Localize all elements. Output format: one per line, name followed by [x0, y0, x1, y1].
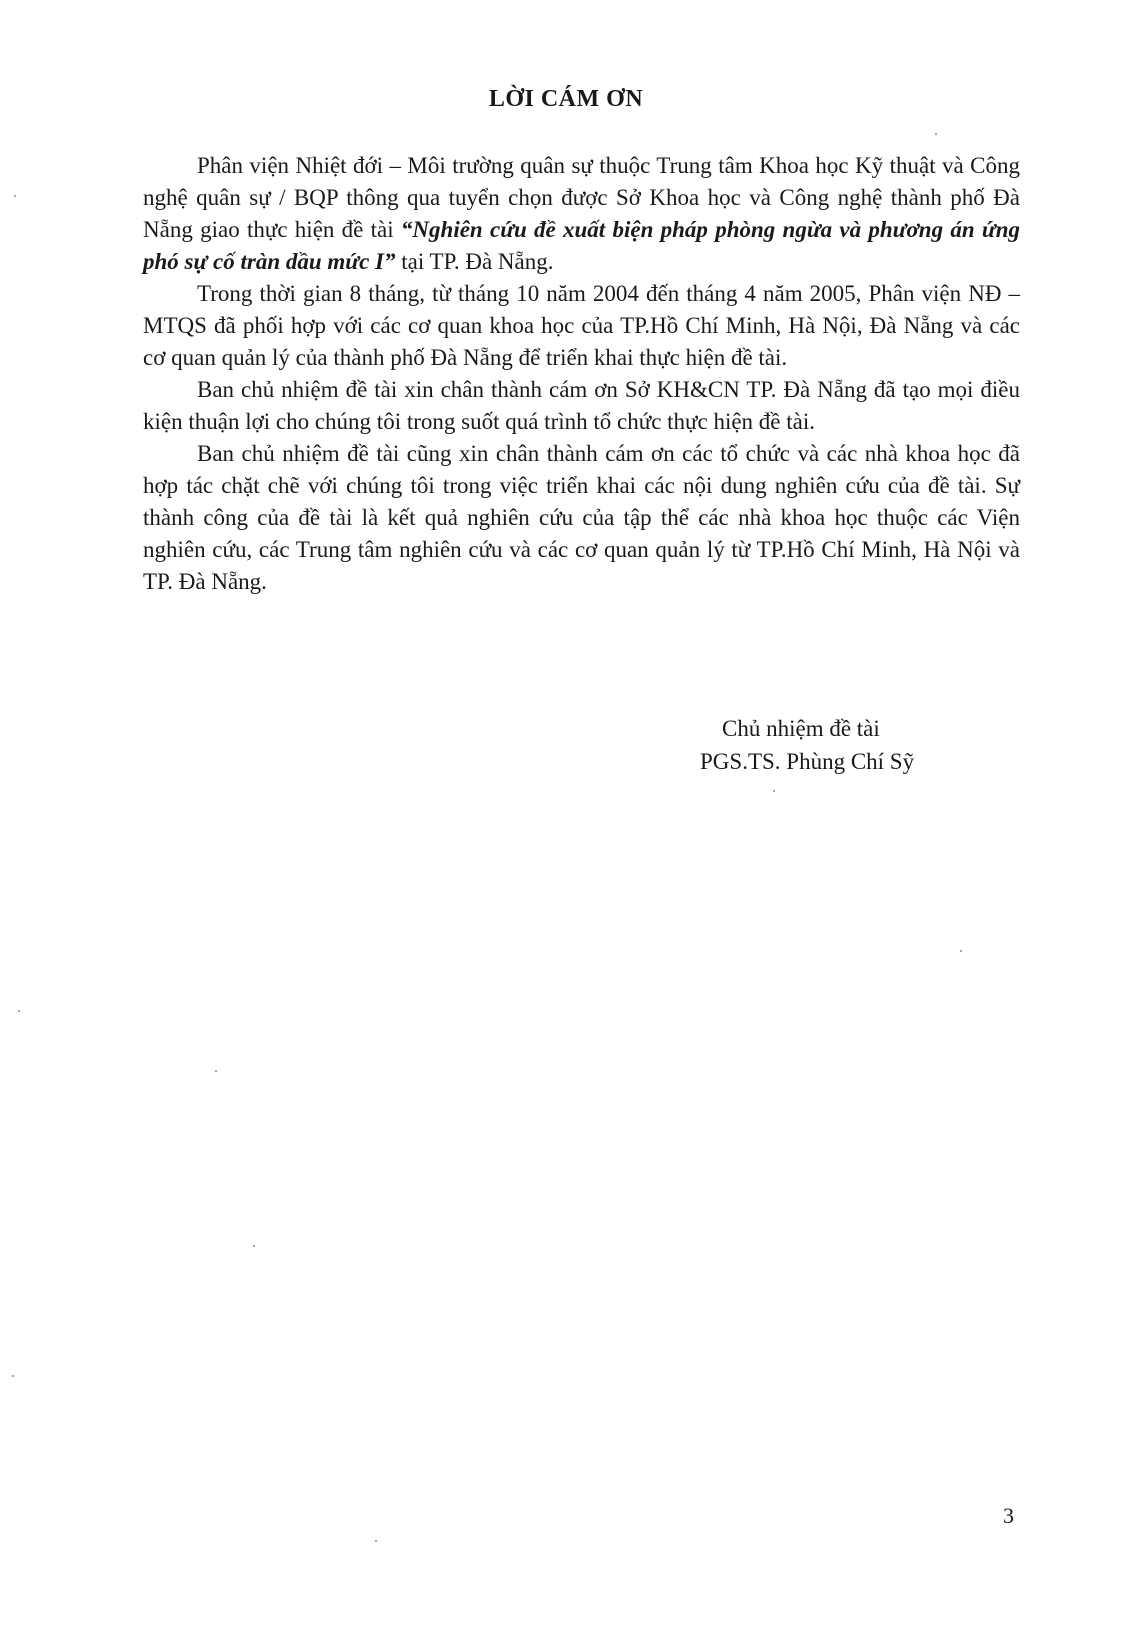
- scan-speck: [375, 1540, 377, 1542]
- paragraph-3: Ban chủ nhiệm đề tài xin chân thành cám ơn Sở KH&CN TP. Đà Nẵng đã tạo mọi điều kiện thuận lợi cho chúng tôi trong suốt quá trình tổ chức thực hiện đề tài.: [143, 377, 1020, 434]
- signature-role: Chủ nhiệm đề tài: [722, 716, 880, 741]
- signature-name: PGS.TS. Phùng Chí Sỹ: [700, 749, 915, 774]
- paragraph-1-text: Phân viện Nhiệt đới – Môi trường quân sự thuộc Trung tâm Khoa học Kỹ thuật và Công nghệ quân sự / BQP thông qua tuyển chọn được Sở Khoa học và Công nghệ thành phố Đà Nẵng giao thực hiện đề tài: [143, 153, 1020, 242]
- paragraph-1: [143, 150, 1020, 278]
- scan-speck: [960, 950, 962, 952]
- scan-speck: [12, 1375, 14, 1377]
- scan-speck: [18, 1010, 20, 1012]
- page-number: 3: [1003, 1503, 1014, 1528]
- paragraph-4: Ban chủ nhiệm đề tài cũng xin chân thành cám ơn các tổ chức và các nhà khoa học đã hợp tác chặt chẽ với chúng tôi trong việc triển khai các nội dung nghiên cứu của đề tài. Sự thành công của đề tài là kết quả nghiên cứu của tập thể các nhà khoa học thuộc các Viện nghiên cứu, các Trung tâm nghiên cứu và các cơ quan quản lý từ TP.Hồ Chí Minh, Hà Nội và TP. Đà Nẵng.: [143, 441, 1020, 594]
- signature-block: [700, 712, 914, 778]
- body-text: [143, 150, 1020, 598]
- paragraph-1-tail: tại TP. Đà Nẵng.: [395, 249, 554, 274]
- scan-speck: [253, 1245, 255, 1247]
- paragraph-2: Trong thời gian 8 tháng, từ tháng 10 năm 2004 đến tháng 4 năm 2005, Phân viện NĐ – MTQS đã phối hợp với các cơ quan khoa học của TP.Hồ Chí Minh, Hà Nội, Đà Nẵng và các cơ quan quản lý của thành phố Đà Nẵng để triển khai thực hiện đề tài.: [143, 281, 1020, 370]
- scan-speck: [935, 133, 937, 135]
- scan-speck: [773, 790, 775, 792]
- scan-speck: [215, 1070, 217, 1072]
- scan-speck: [14, 195, 16, 197]
- page-title: LỜI CÁM ƠN: [488, 86, 644, 112]
- project-title-emphasis: “Nghiên cứu đề xuất biện pháp phòng ngừa và phương án ứng phó sự cố tràn dầu mức I”: [143, 217, 1020, 274]
